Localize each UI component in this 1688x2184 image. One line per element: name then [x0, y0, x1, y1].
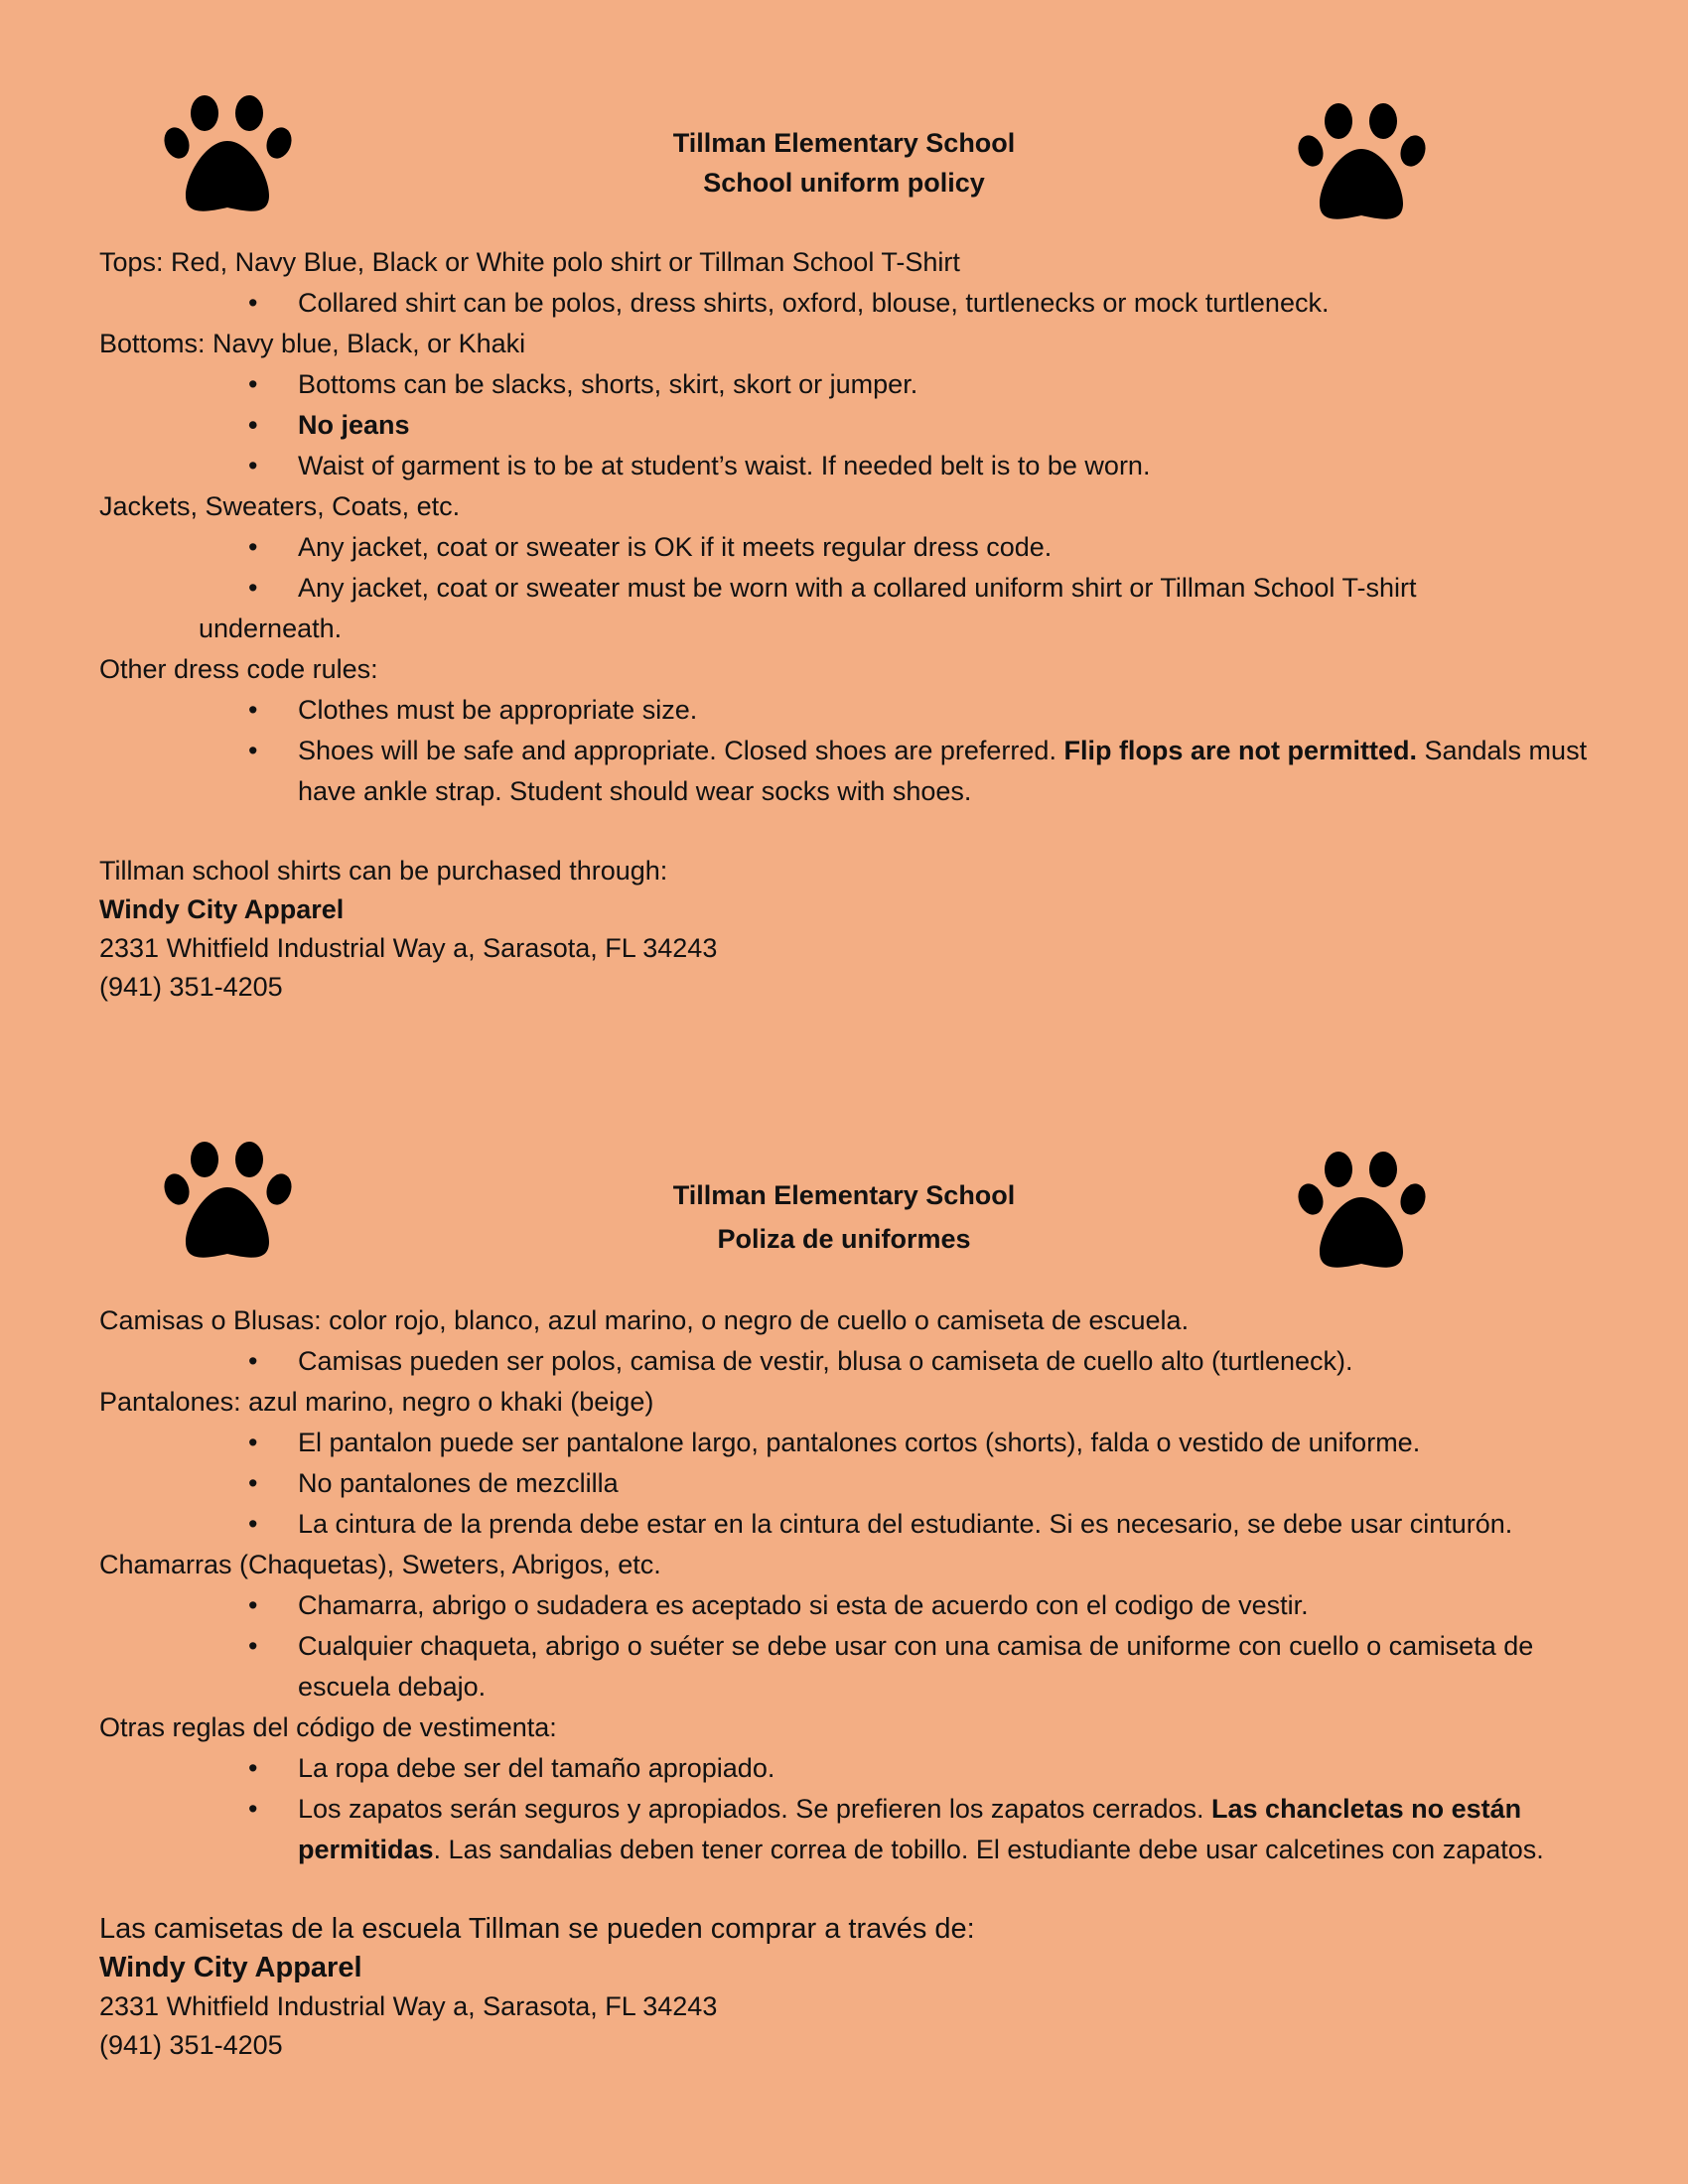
list-item: • La cintura de la prenda debe estar en la cintura del estudiante. Si es necesario, se debe usar cinturón. [248, 1509, 1513, 1539]
list-item: • Camisas pueden ser polos, camisa de vestir, blusa o camiseta de cuello alto (turtleneck). [248, 1346, 1353, 1376]
other-rules-label: Otras reglas del código de vestimenta: [99, 1712, 557, 1742]
school-name: Tillman Elementary School [672, 1180, 1016, 1210]
list-item: • Bottoms can be slacks, shorts, skirt, skort or jumper. [248, 369, 918, 399]
vendor-phone: (941) 351-4205 [99, 972, 283, 1002]
list-item: • No pantalones de mezclilla [248, 1468, 619, 1498]
list-item: • Cualquier chaqueta, abrigo o suéter se debe usar con una camisa de uniforme con cuello o camiseta de escuela debajo. [248, 1631, 1534, 1702]
page-title: School uniform policy [703, 168, 985, 198]
spanish-heading [0, 1173, 1688, 1261]
vendor-name: Windy City Apparel [99, 894, 345, 924]
vendor-phone: (941) 351-4205 [99, 2030, 283, 2060]
list-item: • Waist of garment is to be at student’s waist. If needed belt is to be worn. [248, 451, 1151, 480]
list-item: • Los zapatos serán seguros y apropiados. Se prefieren los zapatos cerrados. Las chancletas no están permitidas. Las sandalias deben tener correa de tobillo. El estudiante debe usar calcetines con zapatos. [248, 1794, 1544, 1864]
other-rules-label: Other dress code rules: [99, 654, 378, 684]
spanish-policy [99, 1300, 1609, 2065]
list-item: • La ropa debe ser del tamaño apropiado. [248, 1753, 775, 1783]
page-title: Poliza de uniformes [717, 1224, 971, 1254]
purchase-intro: Las camisetas de la escuela Tillman se pueden comprar a través de: [99, 1913, 975, 1945]
english-policy [99, 242, 1609, 1007]
list-item: • El pantalon puede ser pantalone largo, pantalones cortos (shorts), falda o vestido de uniforme. [248, 1428, 1421, 1457]
list-item: • Chamarra, abrigo o sudadera es aceptado si esta de acuerdo con el codigo de vestir. [248, 1590, 1309, 1620]
list-item: • Any jacket, coat or sweater must be worn with a collared uniform shirt or Tillman School T-shirt [248, 573, 1417, 603]
english-heading [0, 123, 1688, 203]
list-item-continuation: underneath. [199, 614, 343, 643]
tops-label: Camisas o Blusas: color rojo, blanco, azul marino, o negro de cuello o camiseta de escuela. [99, 1305, 1190, 1335]
bottoms-label: Pantalones: azul marino, negro o khaki (beige) [99, 1387, 654, 1417]
list-item: • Any jacket, coat or sweater is OK if it meets regular dress code. [248, 532, 1053, 562]
bottoms-label: Bottoms: Navy blue, Black, or Khaki [99, 329, 526, 358]
list-item: • No jeans [248, 410, 410, 440]
vendor-address: 2331 Whitfield Industrial Way a, Sarasota, FL 34243 [99, 1991, 718, 2021]
school-name: Tillman Elementary School [672, 128, 1016, 158]
list-item: • Shoes will be safe and appropriate. Closed shoes are preferred. Flip flops are not permitted. Sandals must have ankle strap. Student should wear socks with shoes. [248, 736, 1588, 806]
jackets-label: Jackets, Sweaters, Coats, etc. [99, 491, 461, 521]
purchase-intro: Tillman school shirts can be purchased through: [99, 856, 668, 886]
list-item: • Collared shirt can be polos, dress shirts, oxford, blouse, turtlenecks or mock turtleneck. [248, 288, 1330, 318]
vendor-address: 2331 Whitfield Industrial Way a, Sarasota, FL 34243 [99, 933, 718, 963]
tops-label: Tops: Red, Navy Blue, Black or White polo shirt or Tillman School T-Shirt [99, 247, 960, 277]
jackets-label: Chamarras (Chaquetas), Sweters, Abrigos, etc. [99, 1550, 661, 1579]
vendor-name: Windy City Apparel [99, 1952, 362, 1983]
list-item: • Clothes must be appropriate size. [248, 695, 698, 725]
